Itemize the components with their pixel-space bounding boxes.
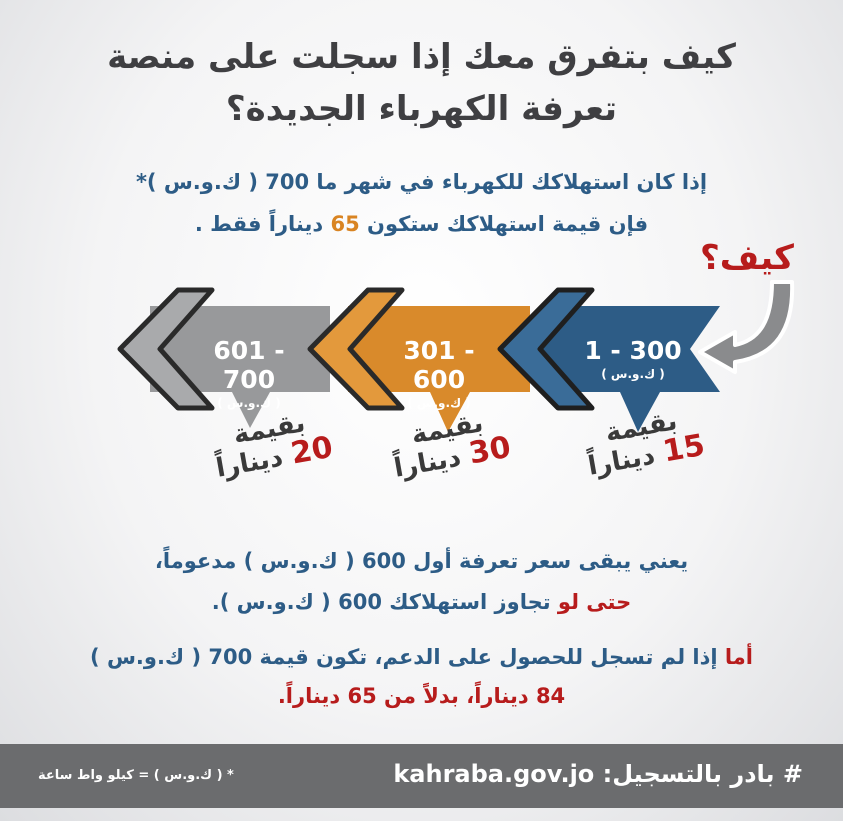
tier-1-unit: ( ك.و.س ) <box>601 367 665 381</box>
tier-2-price-prefix: بقيمة <box>409 408 486 451</box>
tier-1-price-suffix: ديناراً <box>585 440 658 482</box>
register-link[interactable]: # بادر بالتسجيل: kahraba.gov.jo <box>393 760 803 788</box>
summary-line-3-red: أما <box>724 645 753 669</box>
how-label: كيف؟ <box>700 238 794 278</box>
intro-line-1: إذا كان استهلاكك للكهرباء في شهر ما 700 ( ك.و.س )* <box>135 170 708 194</box>
tier-2-price-value: 30 <box>466 429 514 472</box>
tier-3-price-prefix: بقيمة <box>231 408 308 451</box>
summary-line-2 <box>20 590 823 615</box>
tier-1-range: 1 - 300 <box>584 336 682 365</box>
tier-1-label <box>578 336 688 381</box>
tier-1-price-prefix: بقيمة <box>603 406 680 449</box>
summary-line-4: 84 ديناراً، بدلاً من 65 ديناراً. <box>277 684 566 708</box>
tier-3-unit: ( ك.و.س ) <box>217 396 281 410</box>
tier-2-range: 301 - 600 <box>403 336 475 394</box>
summary-line-1: يعني يبقى سعر تعرفة أول 600 ( ك.و.س ) مدعوماً، <box>154 549 689 573</box>
tier-2-label <box>374 336 504 410</box>
intro-line-2-prefix: فإن قيمة استهلاكك ستكون <box>367 212 649 236</box>
summary-line-3-rest: إذا لم تسجل للحصول على الدعم، تكون قيمة 700 ( ك.و.س ) <box>90 645 718 669</box>
summary-line-2-red: حتى لو <box>557 590 632 614</box>
tier-3-price-value: 20 <box>288 429 336 472</box>
tier-2-unit: ( ك.و.س ) <box>407 396 471 410</box>
summary-line-3 <box>20 645 823 670</box>
curved-arrow-icon <box>700 282 792 372</box>
title-line-1: كيف بتفرق معك إذا سجلت على منصة <box>107 37 736 77</box>
tier-2-price-suffix: ديناراً <box>391 442 464 484</box>
tier-3-price-suffix: ديناراً <box>213 442 286 484</box>
tier-3-label <box>184 336 314 410</box>
summary-line-2-rest: تجاوز استهلاكك 600 ( ك.و.س ). <box>211 590 551 614</box>
intro-amount: 65 <box>330 212 360 236</box>
footer-bar <box>0 744 843 808</box>
intro-line-2-suffix: ديناراً فقط . <box>194 212 324 236</box>
unit-note: * ( ك.و.س ) = كيلو واط ساعة <box>38 768 234 783</box>
tier-3-range: 601 - 700 <box>213 336 285 394</box>
title-line-2: تعرفة الكهرباء الجديدة؟ <box>225 89 618 129</box>
tier-1-price-value: 15 <box>660 427 708 470</box>
